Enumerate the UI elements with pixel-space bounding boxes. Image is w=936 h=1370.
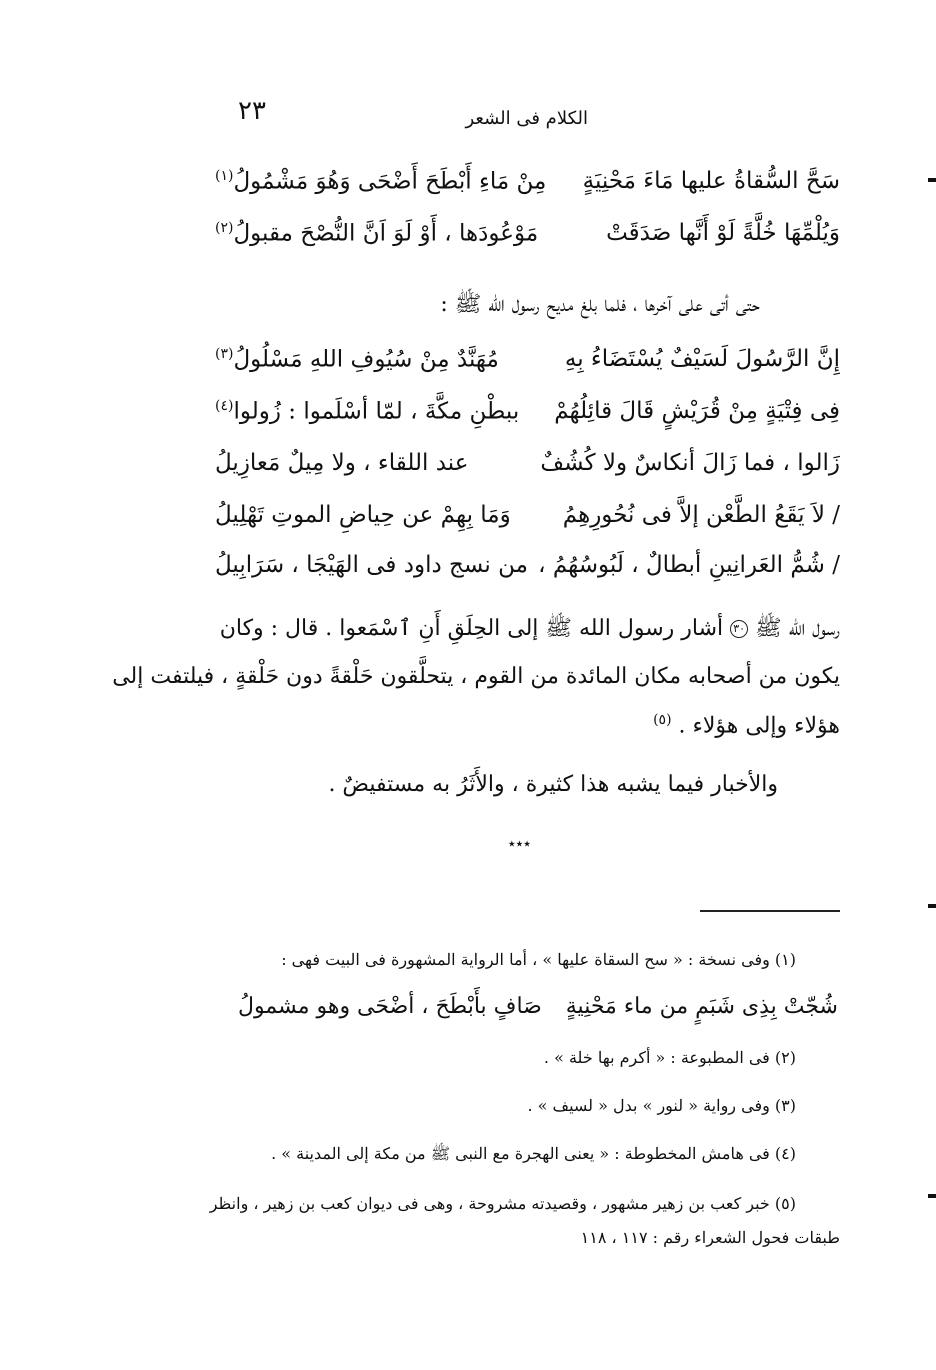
verse-line xyxy=(215,502,840,546)
prose-text: أشار رسول الله ﷺ إلى الحِلَقِ أَنِ ٱسْمَعوا . قال : وكان xyxy=(219,616,724,641)
verse-first-hemistich: سَحَّ السُّقاةُ عليها مَاءَ مَحْنِيَةٍ xyxy=(582,168,840,194)
footnote-2: (٢) فى المطبوعة : « أكرم بها خلة » . xyxy=(543,1048,796,1067)
footnote-marker: (٢) xyxy=(215,220,234,236)
footnote-verse xyxy=(238,994,838,1030)
verse-second-hemistich xyxy=(215,168,546,195)
page-number: ٢٣ xyxy=(238,96,266,126)
verse-first-hemistich: / شُمُّ العَرانِينِ أبطالٌ ، لَبُوسُهُمُ ، xyxy=(538,552,840,578)
footnote-marker: (١) xyxy=(215,168,234,184)
verse-text: مِنْ مَاءِ أَبْطَحَ أَضْحَى وَهُوَ مَشْمُولُ xyxy=(233,168,547,195)
footnote-3: (٣) وفى رواية « لنور » بدل « لسيف » . xyxy=(527,1096,796,1115)
footnote-5-line-1: (٥) خبر كعب بن زهير مشهور ، وقصيدته مشروحة ، وهى فى ديوان كعب بن زهير ، وانظر xyxy=(209,1194,796,1213)
running-title: الكلام فى الشعر xyxy=(465,108,588,129)
footnote-marker: (٣) xyxy=(215,346,234,362)
verse-first-hemistich: زَالوا ، فما زَالَ أنكاسٌ ولا كُشُفٌ xyxy=(540,450,840,476)
footnote-marker: (٤) xyxy=(215,398,234,414)
scan-edge-mark xyxy=(928,904,936,908)
verse-second-hemistich: وَمَا بِهِمْ عن حِياضِ الموتِ تَهْلِيلُ xyxy=(215,502,511,528)
verse-text: مَوْعُودَها ، أَوْ لَوَ اَنَّ النُّصْحَ مقبولُ xyxy=(233,220,539,247)
verse-line xyxy=(215,450,840,494)
verse-second-hemistich: صَافٍ بأَبْطَحَ ، أضْحَى وهو مشمولُ xyxy=(238,994,542,1019)
prose-line: يكون من أصحابه مكان المائدة من القوم ، يتحلَّقون حَلْقةً دون حَلْقةٍ ، فيلتفت إلى xyxy=(112,664,840,689)
footnote-1: (١) وفى نسخة : « سح السقاة عليها » ، أما الرواية المشهورة فى البيت فهى : xyxy=(281,950,796,969)
prose-line xyxy=(220,614,840,646)
verse-line xyxy=(215,552,840,596)
footnote-rule xyxy=(700,910,840,912)
scan-edge-mark xyxy=(928,1194,936,1198)
verse-text: مُهَنَّدٌ مِنْ سُيُوفِ اللهِ مَسْلُولُ xyxy=(233,346,499,373)
verse-second-hemistich: عند اللقاء ، ولا مِيلٌ مَعازِيلُ xyxy=(215,450,469,476)
verse-first-hemistich: / لاَ يَقَعُ الطَّعْن إلاَّ فى نُحُورِهِمُ xyxy=(562,502,840,528)
verse-second-hemistich xyxy=(215,346,499,373)
verse-line xyxy=(215,220,840,264)
footnote-5-line-2: طبقات فحول الشعراء رقم : ١١٧ ، ١١٨ xyxy=(580,1228,840,1247)
verse-line xyxy=(215,346,840,390)
prose-paragraph: والأخبار فيما يشبه هذا كثيرة ، والأَثَرُ به مستفيضٌ . xyxy=(328,772,778,797)
verse-line xyxy=(215,168,840,212)
verse-first-hemistich: فِى فِتْيَةٍ مِنْ قُرَيْشٍ قَالَ قائِلُهُمْ xyxy=(554,398,840,424)
verse-line xyxy=(215,398,840,442)
verse-first-hemistich: شُجّتْ بِذِى شَبَمٍ من ماء مَحْنِيةٍ xyxy=(565,994,838,1019)
prose-text: هؤلاء وإلى هؤلاء . xyxy=(678,713,840,739)
verse-first-hemistich: وَيُلْمِّهَا خُلَّةً لَوْ أَنَّها صَدَقَتْ xyxy=(606,220,840,246)
prose-paragraph: حتى أتى على آخرها ، فلما بلغ مديح رسول الله ﷺ : xyxy=(440,292,760,317)
verse-second-hemistich xyxy=(215,220,538,247)
prose-line xyxy=(653,712,840,738)
prose-text: رسول الله ﷺ xyxy=(755,616,840,641)
verse-second-hemistich: من نسج داود فى الهَيْجَا ، سَرَابِيلُ xyxy=(215,552,528,578)
footnote-marker: (٥) xyxy=(653,712,672,728)
scan-edge-mark xyxy=(928,178,936,182)
verse-second-hemistich xyxy=(215,398,519,425)
footnote-4: (٤) فى هامش المخطوطة : « يعنى الهجرة مع النبى ﷺ من مكة إلى المدينة » . xyxy=(271,1144,796,1163)
section-separator: ٭٭٭ xyxy=(508,836,531,852)
verse-text: ببطْنِ مكَّةَ ، لمّا أسْلَموا : زُولوا xyxy=(233,398,520,425)
margin-marker: ٣٠ xyxy=(730,620,748,638)
verse-first-hemistich: إِنَّ الرَّسُولَ لَسَيْفٌ يُسْتَضَاءُ بِهِ xyxy=(564,346,840,372)
